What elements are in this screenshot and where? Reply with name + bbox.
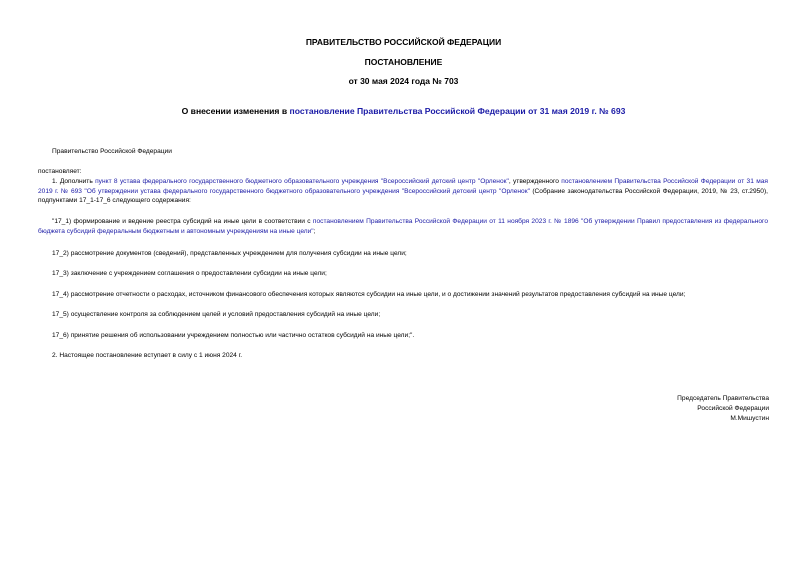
item-2: 2. Настоящее постановление вступает в силу с 1 июня 2024 г. (52, 352, 243, 359)
document-type: ПОСТАНОВЛЕНИЕ (364, 57, 443, 67)
issuer: Правительство Российской Федерации (52, 148, 172, 155)
decrees-word: постановляет: (38, 168, 82, 175)
item-1-end: (Собрание законодательства Российской Федерации, 2019, № 23, ст.2950), подпунктами 17_1-17_6 следующего содержания: (38, 187, 768, 205)
subitem-17-6: 17_6) принятие решения об использовании учреждением полностью или частично остатков субсидий на иные цели;". (52, 332, 415, 339)
subitem-17-1-link[interactable]: постановлением Правительства Российской Федерации от 11 ноября 2023 г. № 1896 "Об утверждении Правил предоставления из федерального бюджета субсидий федеральным бюджетным и автономным учреждениям на иные цели" (38, 218, 768, 235)
subitem-17-1-end: ; (313, 227, 316, 235)
signature-position-line1: Председатель Правительства (677, 395, 769, 402)
subitem-17-4: 17_4) рассмотрение отчетности о расходах, источником финансового обеспечения которых являются субсидии на иные цели, и о достижении значений результатов предоставления субсидий на иные цели; (52, 291, 686, 298)
title-prefix: О внесении изменения в (181, 106, 290, 116)
subitem-17-3: 17_3) заключение с учреждением соглашения о предоставлении субсидии на иные цели; (52, 270, 327, 277)
item-1-link-resolution[interactable]: постановлением Правительства Российской Федерации от 31 мая 2019 г. № 693 "Об утверждении устава федерального государственного бюджетного образовательного учреждения "Всероссийский детский центр "Орленок" (38, 178, 768, 195)
item-1-mid: , утвержденного (508, 178, 562, 185)
subitem-17-1-intro: "17_1) формирование и ведение реестра субсидий на иные цели в соответствии с (52, 218, 313, 225)
signature-block (677, 394, 769, 424)
title-link[interactable]: постановление Правительства Российской Федерации от 31 мая 2019 г. № 693 (289, 106, 626, 116)
item-1 (38, 177, 768, 206)
subitem-17-5: 17_5) осуществление контроля за соблюдением целей и условий предоставления субсидий на иные цели; (52, 311, 381, 318)
item-1-intro: 1. Дополнить (52, 178, 96, 185)
subitem-17-2: 17_2) рассмотрение документов (сведений), представленных учреждением для получения субсидии на иные цели; (52, 250, 407, 257)
document-title (0, 106, 807, 116)
government-heading: ПРАВИТЕЛЬСТВО РОССИЙСКОЙ ФЕДЕРАЦИИ (305, 37, 502, 47)
document-date-number: от 30 мая 2024 года № 703 (348, 76, 459, 86)
subitem-17-1 (38, 217, 768, 236)
signature-position-line2: Российской Федерации (697, 405, 769, 412)
signature-name: М.Мишустин (730, 415, 769, 422)
item-1-link-charter[interactable]: пункт 8 устава федерального государственного бюджетного образовательного учреждения "Всероссийский детский центр "Орленок" (95, 178, 509, 185)
